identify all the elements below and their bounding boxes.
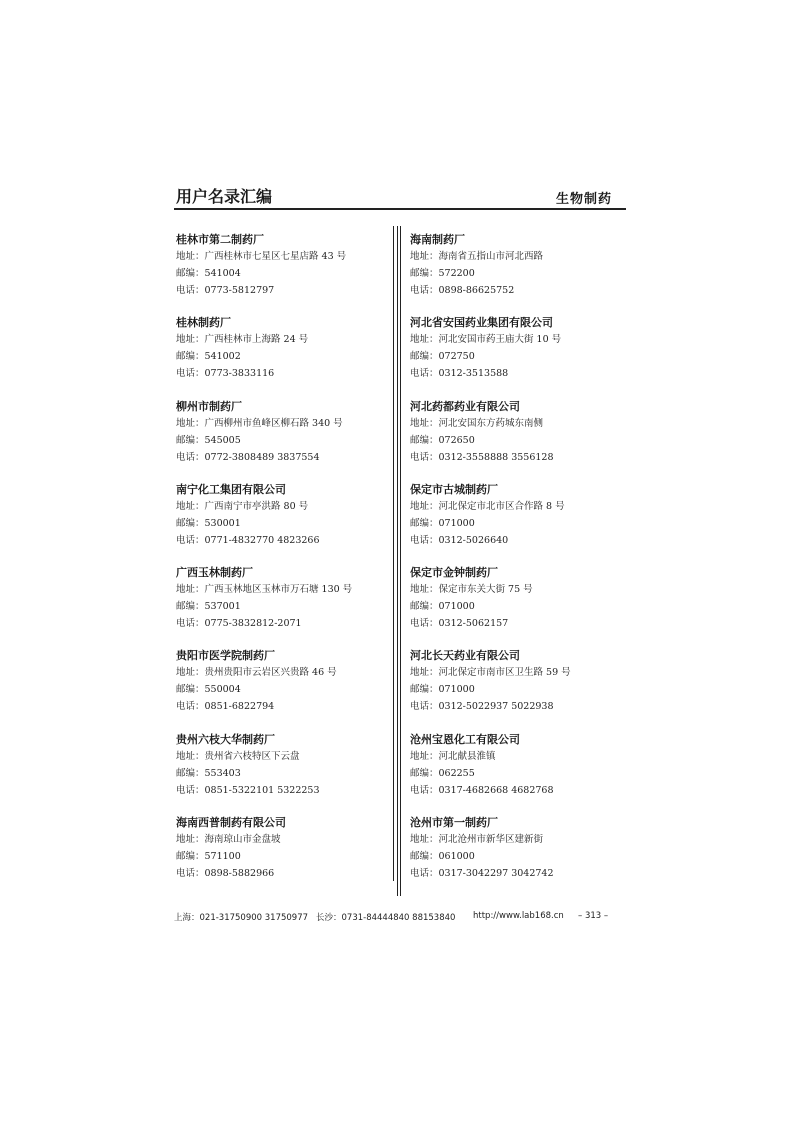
- company-entry: [176, 231, 391, 314]
- footer-changsha-contact: 长沙：0731-84444840 88153840: [316, 913, 456, 923]
- company-entry: [176, 564, 391, 647]
- company-postcode: 邮编：545005: [176, 434, 241, 446]
- header-divider: [174, 208, 626, 210]
- company-name: 桂林市第二制药厂: [176, 233, 264, 246]
- footer-shanghai-contact: 上海：021-31750900 31750977: [174, 913, 309, 923]
- company-address: 地址：广西玉林地区玉林市万石塘 130 号: [176, 584, 353, 596]
- company-phone: 电话：0851-6822794: [176, 701, 275, 713]
- company-name: 沧州市第一制药厂: [410, 816, 498, 830]
- company-name: 南宁化工集团有限公司: [176, 482, 286, 496]
- company-phone: 电话：0312-5026640: [410, 534, 509, 546]
- company-postcode: 邮编：071000: [410, 601, 475, 613]
- company-phone: 电话：0312-3513588: [410, 368, 509, 380]
- company-postcode: 邮编：541004: [176, 268, 241, 279]
- company-postcode: 邮编：061000: [410, 851, 475, 863]
- company-address: 地址：保定市东关大街 75 号: [410, 584, 533, 596]
- company-address: 地址：贵州省六枝特区下云盘: [176, 750, 300, 762]
- company-phone: 电话：0773-3833116: [176, 368, 275, 380]
- left-column: [176, 231, 391, 897]
- company-entry: [176, 398, 391, 481]
- company-postcode: 邮编：062255: [410, 767, 475, 779]
- company-phone: 电话：0772-3808489 3837554: [176, 451, 320, 463]
- company-entry: [410, 481, 625, 564]
- company-entry: [176, 481, 391, 564]
- company-address: 地址：河北沧州市新华区建新街: [410, 834, 544, 846]
- company-name: 河北药都药业有限公司: [410, 399, 520, 413]
- company-phone: 电话：0771-4832770 4823266: [176, 534, 320, 546]
- company-entry: [410, 814, 625, 897]
- company-entry: [176, 814, 391, 897]
- company-address: 地址：贵州贵阳市云岩区兴贵路 46 号: [176, 667, 337, 679]
- company-postcode: 邮编：072750: [410, 351, 475, 363]
- company-name: 沧州宝恩化工有限公司: [410, 732, 520, 746]
- page-title: 用户名录汇编: [176, 187, 273, 206]
- company-address: 地址：海南省五指山市河北西路: [410, 251, 544, 262]
- company-phone: 电话：0312-5062157: [410, 618, 509, 630]
- company-postcode: 邮编：572200: [410, 268, 475, 279]
- company-name: 河北长天药业有限公司: [410, 649, 520, 663]
- company-address: 地址：广西桂林市七星区七星店路 43 号: [176, 251, 347, 262]
- company-name: 保定市古城制药厂: [410, 482, 498, 496]
- company-address: 地址：河北保定市北市区合作路 8 号: [410, 500, 565, 512]
- company-entry: [410, 564, 625, 647]
- company-postcode: 邮编：530001: [176, 517, 241, 529]
- company-address: 地址：广西桂林市上海路 24 号: [176, 334, 309, 346]
- page-number: – 313 –: [578, 911, 609, 921]
- company-entry: [410, 398, 625, 481]
- company-address: 地址：河北安国东方药城东南侧: [410, 417, 544, 429]
- right-column: [410, 231, 625, 897]
- company-phone: 电话：0775-3832812-2071: [176, 618, 302, 630]
- company-postcode: 邮编：553403: [176, 767, 241, 779]
- company-name: 海南西普制药有限公司: [176, 816, 286, 830]
- company-phone: 电话：0317-3042297 3042742: [410, 868, 554, 880]
- company-name: 广西玉林制药厂: [176, 566, 253, 580]
- company-postcode: 邮编：571100: [176, 851, 241, 863]
- company-name: 贵州六枝大华制药厂: [176, 732, 275, 746]
- company-postcode: 邮编：071000: [410, 517, 475, 529]
- company-name: 贵阳市医学院制药厂: [176, 649, 275, 663]
- column-divider: [393, 226, 394, 881]
- company-postcode: 邮编：072650: [410, 434, 475, 446]
- company-address: 地址：河北保定市南市区卫生路 59 号: [410, 667, 571, 679]
- company-name: 桂林制药厂: [176, 316, 231, 330]
- company-address: 地址：河北献县淮镇: [410, 750, 496, 762]
- company-address: 地址：河北安国市药王庙大街 10 号: [410, 334, 562, 346]
- company-entry: [410, 647, 625, 730]
- company-phone: 电话：0317-4682668 4682768: [410, 784, 554, 796]
- company-phone: 电话：0898-5882966: [176, 868, 275, 880]
- company-entry: [410, 231, 625, 314]
- company-name: 柳州市制药厂: [176, 399, 242, 413]
- company-entry: [176, 731, 391, 814]
- company-address: 地址：海南琼山市金盘坡: [176, 834, 281, 846]
- section-title: 生物制药: [556, 192, 613, 207]
- column-divider: [400, 226, 401, 896]
- company-entry: [410, 731, 625, 814]
- company-phone: 电话：0773-5812797: [176, 285, 275, 296]
- company-postcode: 邮编：541002: [176, 351, 241, 363]
- company-entry: [176, 647, 391, 730]
- company-postcode: 邮编：550004: [176, 684, 241, 696]
- company-address: 地址：广西南宁市亭洪路 80 号: [176, 500, 309, 512]
- company-phone: 电话：0312-3558888 3556128: [410, 451, 554, 463]
- company-address: 地址：广西柳州市鱼峰区柳石路 340 号: [176, 417, 343, 429]
- company-phone: 电话：0898-86625752: [410, 285, 515, 296]
- company-phone: 电话：0851-5322101 5322253: [176, 784, 320, 796]
- company-postcode: 邮编：537001: [176, 601, 241, 613]
- company-entry: [410, 314, 625, 397]
- company-name: 海南制药厂: [410, 233, 465, 246]
- column-divider: [397, 226, 398, 896]
- company-name: 保定市金钟制药厂: [410, 566, 498, 580]
- company-postcode: 邮编：071000: [410, 684, 475, 696]
- footer-website-link[interactable]: http://www.lab168.cn: [473, 911, 564, 921]
- company-name: 河北省安国药业集团有限公司: [410, 316, 553, 330]
- company-phone: 电话：0312-5022937 5022938: [410, 701, 554, 713]
- company-entry: [176, 314, 391, 397]
